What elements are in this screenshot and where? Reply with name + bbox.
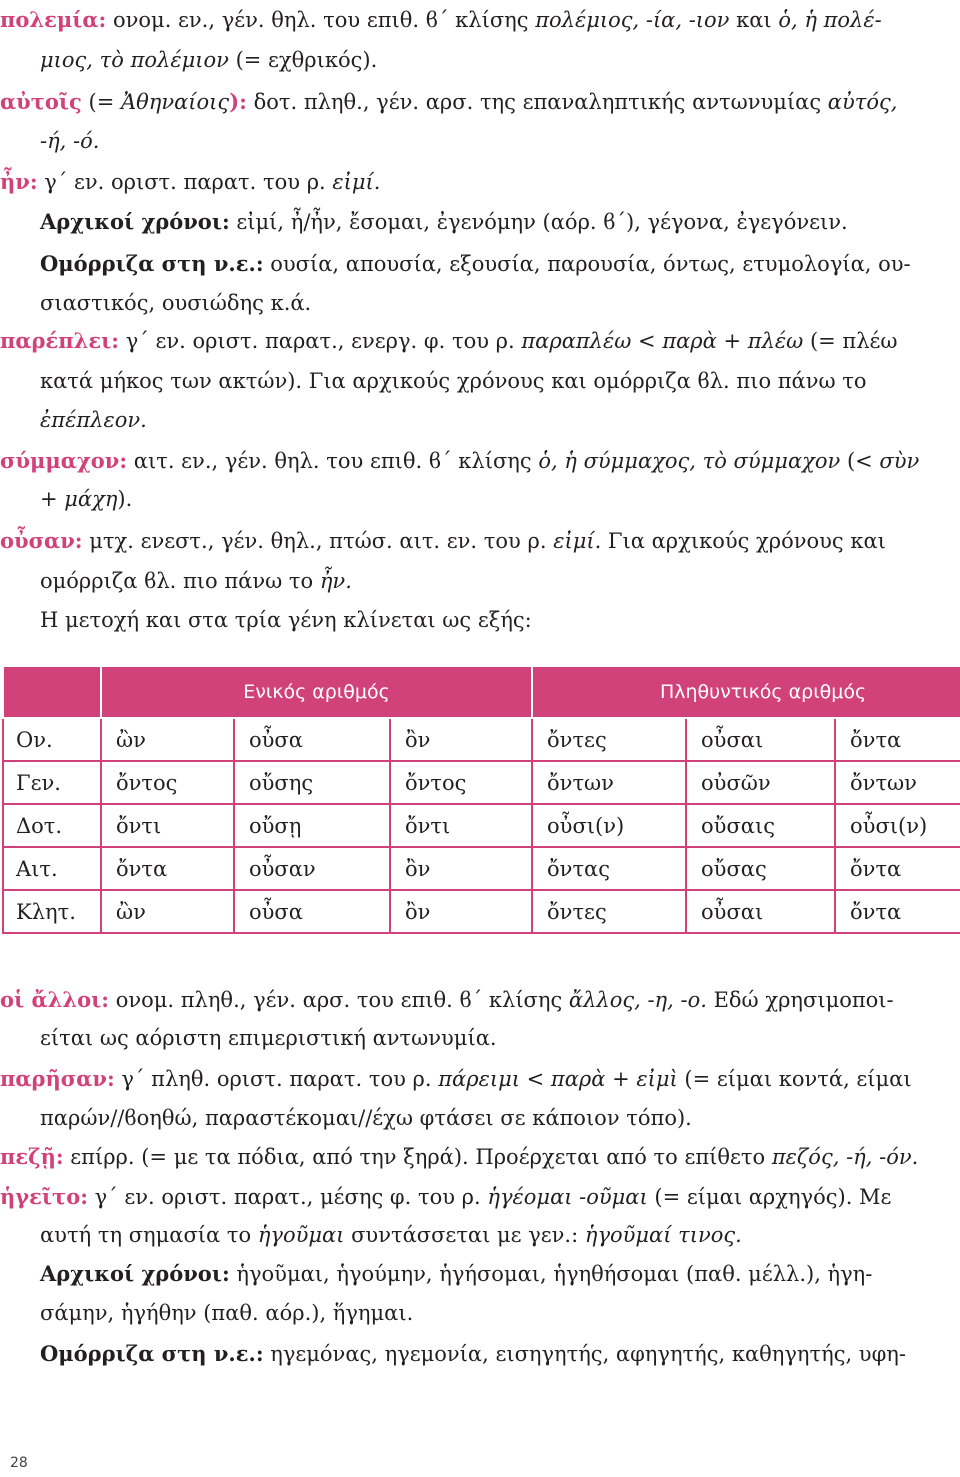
entry-block1-line	[0, 326, 898, 356]
table-header-row	[3, 666, 960, 718]
text: (=	[81, 90, 121, 114]
case-label: Ον.	[3, 718, 101, 761]
text: γ΄ εν. οριστ. παρατ. του ρ.	[37, 170, 333, 194]
text: και	[729, 8, 779, 32]
italic-text: πεζός, -ή, -όν.	[771, 1145, 919, 1169]
italic-text: ὁ, ἡ σύμμαχος, τὸ σύμμαχον	[538, 449, 841, 473]
entry-block1-line	[40, 366, 867, 396]
italic-text: ἄλλος, -η, -ο.	[568, 988, 707, 1012]
entry-block1-line	[40, 126, 99, 156]
entry-block2-line	[40, 1339, 906, 1369]
italic-text: ἡγοῦμαι	[257, 1223, 345, 1247]
page-number: 28	[10, 1455, 28, 1471]
italic-text: παραπλέω < παρὰ + πλέω	[521, 329, 804, 353]
entry-block1-line	[40, 566, 352, 596]
entry-block2-line	[40, 1023, 497, 1053]
text: (= είμαι κοντά, είμαι	[677, 1067, 912, 1091]
text: κατά μήκος των ακτών). Για αρχικούς χρόνους και ομόρριζα ϐλ. πιο πάνω το	[40, 369, 867, 393]
headword: παρῆσαν:	[0, 1066, 115, 1091]
text: παρών//ϐοηθώ, παραστέκομαι//έχω φτάσει σε κάποιον τόπο).	[40, 1106, 692, 1130]
table-row	[3, 847, 960, 890]
form-cell: ὄντων	[532, 761, 686, 804]
text: είται ως αόριστη επιμεριστική αντωνυμία.	[40, 1026, 497, 1050]
form-cell: οὔσῃ	[234, 804, 390, 847]
entry-block1-line	[0, 526, 886, 556]
entry-block1-line	[40, 45, 377, 75]
form-cell: ὄντας	[532, 847, 686, 890]
text: ονομ. πληθ., γέν. αρσ. του επιθ. ϐ΄ κλίσης	[109, 988, 569, 1012]
form-cell: ὄντες	[532, 890, 686, 933]
form-cell: ὢν	[101, 890, 234, 933]
text: γ΄ εν. οριστ. παρατ., μέσης φ. του ρ.	[87, 1185, 488, 1209]
form-cell: οὔσαις	[686, 804, 835, 847]
text: δοτ. πληθ., γέν. αρσ. της επαναληπτικής αντωνυμίας	[246, 90, 828, 114]
form-cell: ὂν	[390, 718, 532, 761]
header-singular: Ενικός αριθμός	[101, 666, 532, 718]
italic-text: εἰμί.	[553, 529, 602, 553]
headword: σύμμαχον:	[0, 448, 128, 473]
declension-table	[2, 665, 960, 934]
entry-block2-line	[0, 1064, 912, 1094]
text: (<	[840, 449, 880, 473]
form-cell: οὖσαι	[686, 890, 835, 933]
table-row	[3, 890, 960, 933]
text: Η μετοχή και στα τρία γένη κλίνεται ως εξής:	[40, 608, 532, 632]
form-cell: οὖσαι	[686, 718, 835, 761]
form-cell: ὢν	[101, 718, 234, 761]
case-label: Αιτ.	[3, 847, 101, 890]
text: ονομ. εν., γέν. θηλ. του επιθ. ϐ΄ κλίσης	[106, 8, 536, 32]
italic-text: πολέμιος, -ία, -ιον	[535, 8, 730, 32]
italic-text: αὐτός,	[827, 90, 898, 114]
italic-text: εἰμί.	[332, 170, 381, 194]
headword: οἱ ἄλλοι:	[0, 987, 110, 1012]
form-cell: ὄντα	[835, 890, 960, 933]
form-cell: ὂν	[390, 847, 532, 890]
text: συντάσσεται με γεν.:	[344, 1223, 585, 1247]
table-row	[3, 761, 960, 804]
text: εἰμί, ἦ/ἦν, ἔσομαι, ἐγενόμην (αόρ. ϐ΄), γέγονα, ἐγεγόνειν.	[229, 210, 848, 234]
bold-label: Αρχικοί χρόνοι:	[40, 1261, 230, 1286]
entry-block1-line	[0, 446, 919, 476]
form-cell: ὄντος	[101, 761, 234, 804]
entry-block1-line	[40, 484, 132, 514]
italic-text: ἐπέπλεον.	[40, 408, 147, 432]
form-cell: οὔσης	[234, 761, 390, 804]
case-label: Κλητ.	[3, 890, 101, 933]
text: Εδώ χρησιμοποι-	[706, 988, 894, 1012]
form-cell: οὔσας	[686, 847, 835, 890]
text: (= είμαι αρχηγός). Με	[647, 1185, 892, 1209]
italic-text: ἡγέομαι -οῦμαι	[487, 1185, 648, 1209]
headword: πεζῇ:	[0, 1144, 64, 1169]
headword: παρέπλει:	[0, 328, 120, 353]
form-cell: ὄντα	[835, 847, 960, 890]
bold-label: Ομόρριζα στη ν.ε.:	[40, 251, 264, 276]
headword: ἦν:	[0, 169, 38, 194]
italic-text: Ἀθηναίοις	[120, 90, 230, 114]
entry-block1-line	[0, 167, 380, 197]
form-cell: ὄντι	[390, 804, 532, 847]
entry-block1-line	[40, 249, 911, 279]
text: Για αρχικούς χρόνους και	[601, 529, 886, 553]
italic-text: πάρειμι < παρὰ + εἰμὶ	[438, 1067, 678, 1091]
form-cell: οὖσι(ν)	[532, 804, 686, 847]
text: ἡγοῦμαι, ἡγούμην, ἡγήσομαι, ἡγηθήσομαι (παθ. μέλλ.), ἡγη-	[229, 1262, 873, 1286]
text: ).	[117, 487, 133, 511]
entry-block1-line	[40, 405, 147, 435]
form-cell: οὖσα	[234, 718, 390, 761]
entry-block1-line	[40, 605, 532, 635]
headword: ἡγεῖτο:	[0, 1184, 88, 1209]
form-cell: οὖσα	[234, 890, 390, 933]
italic-text: ἦν.	[319, 569, 352, 593]
entry-block2-line	[40, 1298, 413, 1328]
form-cell: ὄντων	[835, 761, 960, 804]
text: γ΄ εν. οριστ. παρατ., ενεργ. φ. του ρ.	[119, 329, 522, 353]
entry-block2-line	[40, 1103, 692, 1133]
form-cell: ὄντα	[835, 718, 960, 761]
italic-text: + μάχη	[40, 487, 118, 511]
headword: οὖσαν:	[0, 528, 83, 553]
text: ομόρριζα ϐλ. πιο πάνω το	[40, 569, 320, 593]
italic-text: -ή, -ό.	[40, 129, 100, 153]
form-cell: ὄντα	[101, 847, 234, 890]
case-label: Δοτ.	[3, 804, 101, 847]
headword: πολεμία:	[0, 7, 107, 32]
case-label: Γεν.	[3, 761, 101, 804]
italic-text: ὁ, ἡ πολέ-	[778, 8, 882, 32]
text: γ΄ πληθ. οριστ. παρατ. του ρ.	[114, 1067, 439, 1091]
text: σάμην, ἡγήθην (παθ. αόρ.), ἥγημαι.	[40, 1301, 414, 1325]
text: σιαστικός, ουσιώδης κ.ά.	[40, 291, 312, 315]
form-cell: οὐσῶν	[686, 761, 835, 804]
text: (= πλέω	[803, 329, 898, 353]
text: ουσία, απουσία, εξουσία, παρουσία, όντως, ετυμολογία, ου-	[263, 252, 911, 276]
entry-block2-line	[0, 985, 894, 1015]
text: μτχ. ενεστ., γέν. θηλ., πτώσ. αιτ. εν. του ρ.	[82, 529, 554, 553]
entry-block1-line	[0, 5, 882, 35]
entry-block1-line	[0, 87, 897, 117]
table-corner	[3, 666, 101, 718]
entry-block2-line	[40, 1259, 872, 1289]
form-cell: οὖσι(ν)	[835, 804, 960, 847]
entry-block2-line	[40, 1220, 742, 1250]
header-plural: Πληθυντικός αριθμός	[532, 666, 960, 718]
headword: αὐτοῖς	[0, 89, 82, 114]
headword: ):	[229, 89, 247, 114]
text: αυτή τη σημασία το	[40, 1223, 258, 1247]
entry-block2-line	[0, 1182, 891, 1212]
italic-text: μιος, τὸ πολέμιον	[40, 48, 229, 72]
table-row	[3, 804, 960, 847]
form-cell: ὄντος	[390, 761, 532, 804]
text: αιτ. εν., γέν. θηλ. του επιθ. ϐ΄ κλίσης	[127, 449, 539, 473]
text: επίρρ. (= με τα πόδια, από την ξηρά). Προέρχεται από το επίθετο	[63, 1145, 772, 1169]
entry-block1-line	[40, 207, 848, 237]
entry-block2-line	[0, 1142, 918, 1172]
form-cell: οὖσαν	[234, 847, 390, 890]
text: (= εχθρικός).	[228, 48, 378, 72]
italic-text: σὺν	[879, 449, 920, 473]
italic-text: ἡγοῦμαί τινος.	[584, 1223, 742, 1247]
form-cell: ὄντι	[101, 804, 234, 847]
text: ηγεμόνας, ηγεμονία, εισηγητής, αφηγητής, καθηγητής, υφη-	[263, 1342, 906, 1366]
form-cell: ὄντες	[532, 718, 686, 761]
entry-block1-line	[40, 288, 311, 318]
bold-label: Ομόρριζα στη ν.ε.:	[40, 1341, 264, 1366]
bold-label: Αρχικοί χρόνοι:	[40, 209, 230, 234]
table-row	[3, 718, 960, 761]
form-cell: ὂν	[390, 890, 532, 933]
